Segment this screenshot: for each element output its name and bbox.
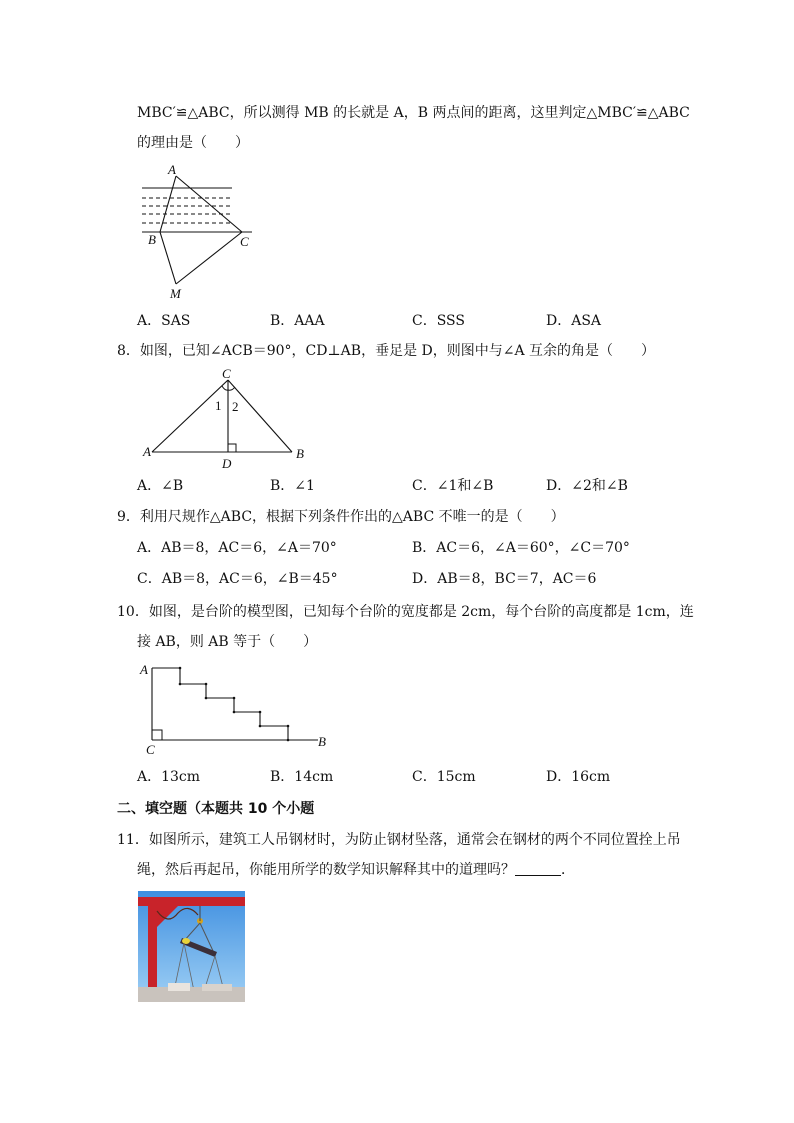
q7-segment-CM: [176, 232, 242, 284]
q7-stem-line2: 的理由是（ ）: [137, 135, 249, 151]
q8-segment-AC: [152, 380, 228, 452]
q11-stem-line1: 11．如图所示，建筑工人吊钢材时，为防止钢材坠落，通常会在钢材的两个不同位置拴上吊: [117, 832, 681, 848]
q8-option-d: D．∠2和∠B: [546, 478, 628, 494]
photo-building-2: [202, 984, 232, 991]
q8-label-2: 2: [232, 399, 239, 414]
q10-step-dot-8: [259, 725, 262, 728]
q9-option-c: C．AB＝8，AC＝6，∠B＝45°: [137, 571, 338, 587]
q7-label-B: B: [148, 232, 156, 247]
q8-segment-BC: [228, 380, 292, 452]
q8-label-D: D: [222, 456, 232, 471]
q8-figure: [140, 366, 320, 476]
q7-option-c: C．SSS: [412, 313, 465, 329]
section-heading: 二、填空题（本题共 10 个小题: [117, 801, 315, 817]
q8-label-1: 1: [215, 398, 222, 413]
q10-stem-line2: 接 AB，则 AB 等于（ ）: [137, 634, 318, 650]
q11-crane-photo: [138, 891, 245, 1002]
q9-option-b: B．AC＝6，∠A＝60°，∠C＝70°: [412, 540, 630, 556]
photo-worker-yellow: [182, 938, 190, 944]
q7-stem-line1: MBC′≌△ABC，所以测得 MB 的长就是 A，B 两点间的距离，这里判定△MBC′≌△ABC: [137, 105, 690, 121]
q8-option-b: B．∠1: [270, 478, 315, 494]
q7-option-d: D．ASA: [546, 313, 602, 329]
q7-label-C: C: [240, 234, 249, 249]
q10-right-angle-mark: [152, 730, 162, 740]
q10-step-dot-5: [233, 697, 236, 700]
q10-option-c: C．15cm: [412, 769, 476, 785]
q7-option-a: A．SAS: [137, 313, 191, 329]
photo-crane-leg: [148, 901, 157, 1002]
q10-step-dot-9: [287, 725, 290, 728]
q7-label-M: M: [170, 286, 181, 301]
q10-step-dot-4: [205, 697, 208, 700]
q9-stem: 9．利用尺规作△ABC，根据下列条件作出的△ABC 不唯一的是（ ）: [117, 509, 565, 525]
q8-stem: 8．如图，已知∠ACB＝90°，CD⊥AB，垂足是 D，则图中与∠A 互余的角是（ ）: [117, 343, 656, 359]
q8-option-a: A．∠B: [137, 478, 184, 494]
q8-right-angle-mark: [228, 444, 236, 452]
q10-option-b: B．14cm: [270, 769, 334, 785]
q10-option-a: A．13cm: [137, 769, 201, 785]
q10-option-d: D．16cm: [546, 769, 611, 785]
q7-figure: [140, 162, 280, 302]
q10-step-dot-2: [179, 683, 182, 686]
q8-option-c: C．∠1和∠B: [412, 478, 494, 494]
q7-option-b: B．AAA: [270, 313, 325, 329]
q11-stem-text: 绳，然后再起吊，你能用所学的数学知识解释其中的道理吗？: [137, 862, 515, 878]
q7-segment-AB: [160, 176, 176, 232]
q11-stem-end: ．: [561, 862, 575, 878]
q10-step-dot-1: [179, 667, 182, 670]
q11-stem-line2: [137, 861, 575, 879]
q7-segment-AC: [176, 176, 242, 232]
q7-segment-BM: [160, 232, 176, 284]
q8-label-A: A: [143, 444, 151, 459]
q10-step-dot-3: [205, 683, 208, 686]
q9-option-d: D．AB＝8，BC＝7，AC＝6: [412, 571, 597, 587]
q10-staircase: [152, 668, 288, 740]
q11-answer-blank: [515, 861, 561, 876]
q8-label-B: B: [296, 446, 304, 461]
q10-stem-line1: 10．如图，是台阶的模型图，已知每个台阶的宽度都是 2cm，每个台阶的高度都是 1cm，连: [117, 604, 694, 620]
q10-step-dot-7: [259, 711, 262, 714]
q10-label-B: B: [318, 734, 326, 749]
q10-label-C: C: [146, 742, 155, 757]
q10-label-A: A: [140, 662, 148, 677]
photo-building-1: [168, 983, 190, 991]
q8-angle-arc-1: [222, 386, 228, 390]
q10-figure: [138, 660, 338, 760]
q7-label-A: A: [168, 162, 176, 177]
q8-label-C: C: [222, 366, 231, 381]
q10-step-dot-6: [233, 711, 236, 714]
q9-option-a: A．AB＝8，AC＝6，∠A＝70°: [137, 540, 337, 556]
q10-step-dot-10: [287, 739, 290, 742]
